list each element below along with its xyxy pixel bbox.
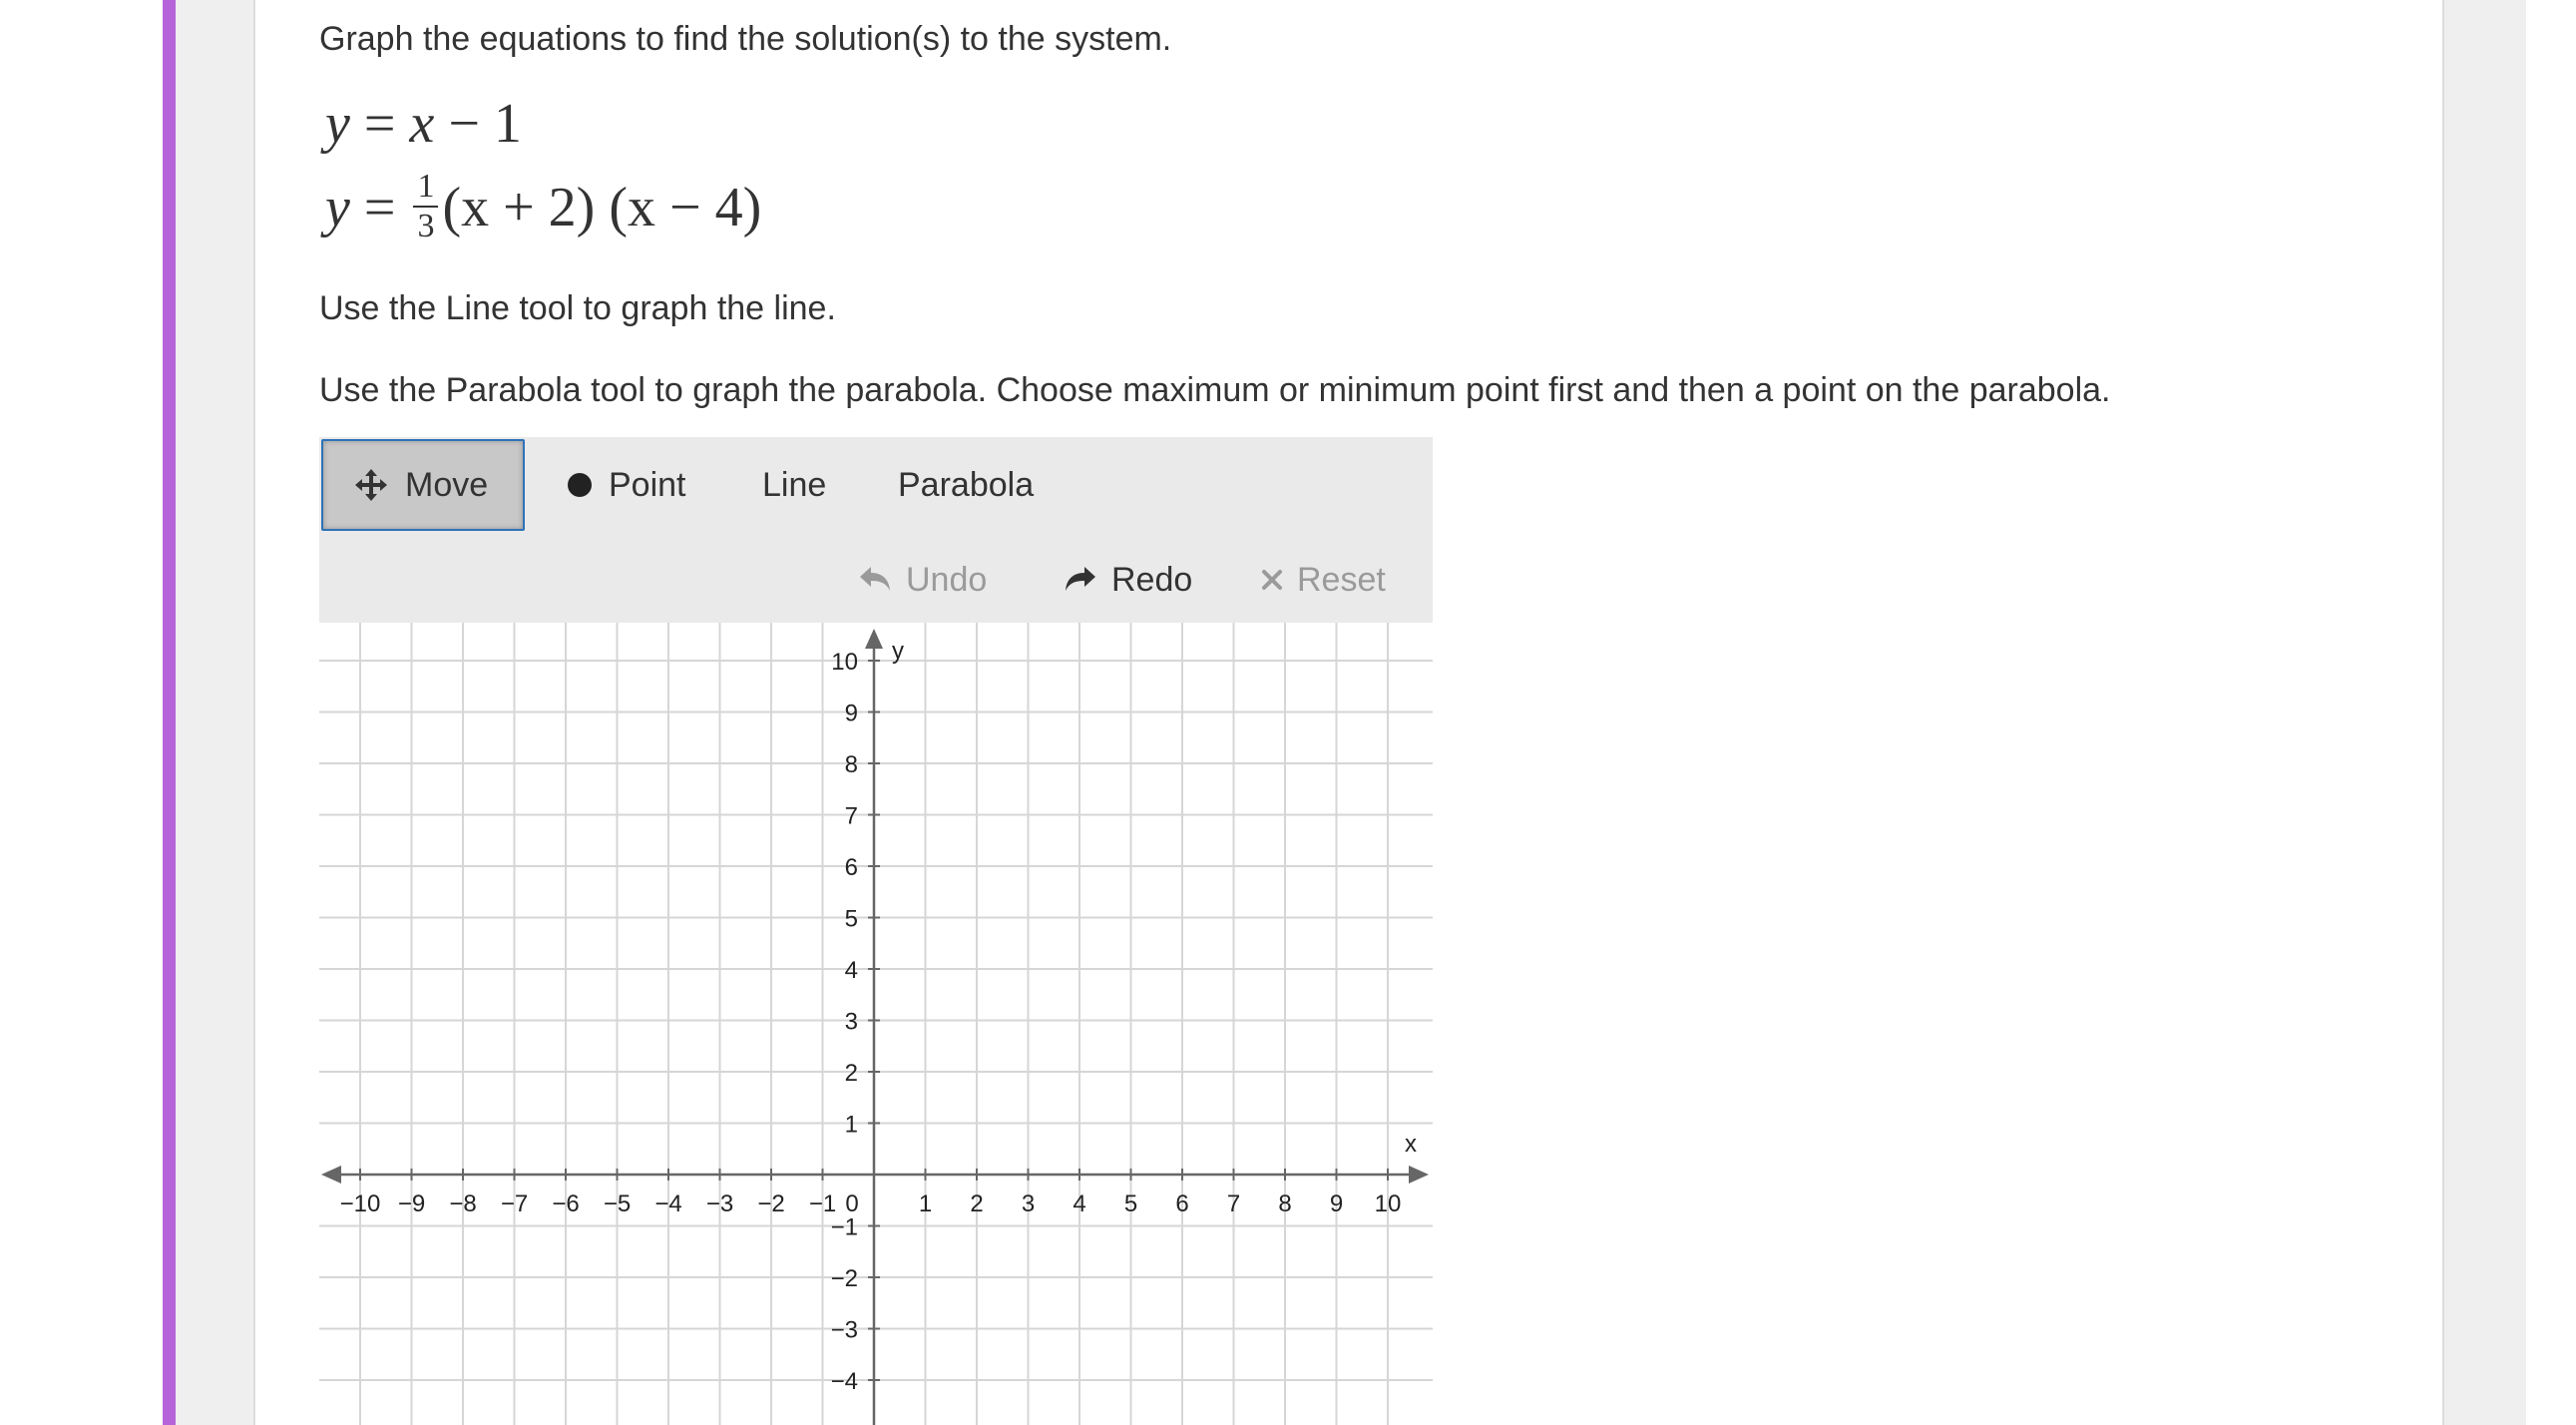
undo-label: Undo <box>906 560 988 599</box>
graphing-widget <box>319 437 1433 1425</box>
y-tick-label: −2 <box>830 1265 858 1292</box>
point-tool-button[interactable] <box>567 439 686 531</box>
x-tick-label: −6 <box>552 1190 580 1217</box>
x-tick-label: 3 <box>1021 1190 1036 1217</box>
x-tick-label: −2 <box>757 1190 785 1217</box>
y-tick-label: 5 <box>844 905 858 933</box>
x-tick-label: −3 <box>705 1190 734 1217</box>
x-tick-label: 8 <box>1278 1190 1292 1217</box>
redo-icon <box>1064 565 1097 595</box>
y-tick-label: −3 <box>830 1316 858 1344</box>
y-tick-label: −1 <box>830 1213 858 1241</box>
x-tick-label: −7 <box>500 1190 529 1217</box>
x-tick-label: 2 <box>970 1190 984 1217</box>
x-tick-label: −9 <box>397 1190 426 1217</box>
y-tick-label: 4 <box>844 957 858 984</box>
x-axis-label: x <box>1405 1131 1417 1158</box>
eq2-frac-denominator: 3 <box>417 208 435 245</box>
eq2-equals: = <box>363 177 396 238</box>
line-instruction: Use the Line tool to graph the line. <box>319 289 836 327</box>
move-tool-label: Move <box>405 465 489 504</box>
point-dot-icon <box>567 472 593 498</box>
y-tick-label: 6 <box>844 854 858 881</box>
close-icon <box>1261 569 1283 591</box>
move-icon <box>353 467 389 503</box>
x-tick-label: −10 <box>339 1190 381 1217</box>
line-tool-label: Line <box>762 465 827 504</box>
left-gutter <box>176 0 255 1425</box>
x-tick-label: 9 <box>1329 1190 1344 1217</box>
eq1-y: y <box>325 93 350 155</box>
question-prompt: Graph the equations to find the solution(s) to the system. <box>319 20 1172 58</box>
x-tick-label: 5 <box>1123 1190 1138 1217</box>
y-tick-label: 10 <box>831 649 858 676</box>
eq1-equals: = <box>363 93 396 155</box>
x-tick-label: 6 <box>1175 1190 1189 1217</box>
coordinate-grid[interactable] <box>319 623 1433 1425</box>
x-tick-label: −1 <box>808 1190 837 1217</box>
x-tick-label: −5 <box>603 1190 632 1217</box>
reset-button[interactable] <box>1261 555 1386 605</box>
eq2-rest: (x + 2) (x − 4) <box>442 177 762 238</box>
y-tick-label: 9 <box>844 700 858 727</box>
origin-label: 0 <box>845 1190 859 1217</box>
parabola-tool-label: Parabola <box>898 465 1035 504</box>
equation-2 <box>325 168 762 249</box>
move-tool-button[interactable] <box>321 439 525 531</box>
y-tick-label: 3 <box>844 1008 858 1036</box>
x-tick-label: −4 <box>654 1190 682 1217</box>
eq1-x: x <box>409 93 435 155</box>
y-tick-label: 2 <box>844 1060 858 1087</box>
eq1-rest: − 1 <box>448 93 522 155</box>
y-axis-label: y <box>892 638 904 665</box>
x-tick-label: 10 <box>1374 1190 1402 1217</box>
x-tick-label: 7 <box>1226 1190 1241 1217</box>
y-tick-label: 1 <box>844 1111 858 1139</box>
parabola-tool-button[interactable] <box>898 439 1034 531</box>
eq2-fraction <box>413 170 438 243</box>
undo-icon <box>858 565 892 595</box>
y-tick-label: 7 <box>844 802 858 830</box>
y-tick-label: 8 <box>844 751 858 778</box>
grid-background <box>319 623 1433 1425</box>
point-tool-label: Point <box>609 465 686 504</box>
parabola-instruction: Use the Parabola tool to graph the parabola. Choose maximum or minimum point first and then a point on the parabola. <box>319 371 2111 409</box>
line-tool-button[interactable] <box>762 439 826 531</box>
y-tick-label: −4 <box>830 1368 858 1395</box>
reset-label: Reset <box>1297 560 1386 599</box>
eq2-y: y <box>325 177 350 238</box>
x-tick-label: 1 <box>918 1190 933 1217</box>
redo-label: Redo <box>1111 560 1193 599</box>
toolbar <box>319 437 1433 623</box>
x-tick-label: −8 <box>449 1190 477 1217</box>
x-tick-label: 4 <box>1073 1190 1086 1217</box>
right-gutter <box>2442 0 2526 1425</box>
undo-button[interactable] <box>858 555 987 605</box>
accent-bar <box>163 0 176 1425</box>
equation-1 <box>325 92 522 156</box>
redo-button[interactable] <box>1064 555 1192 605</box>
eq2-frac-numerator: 1 <box>413 170 438 208</box>
